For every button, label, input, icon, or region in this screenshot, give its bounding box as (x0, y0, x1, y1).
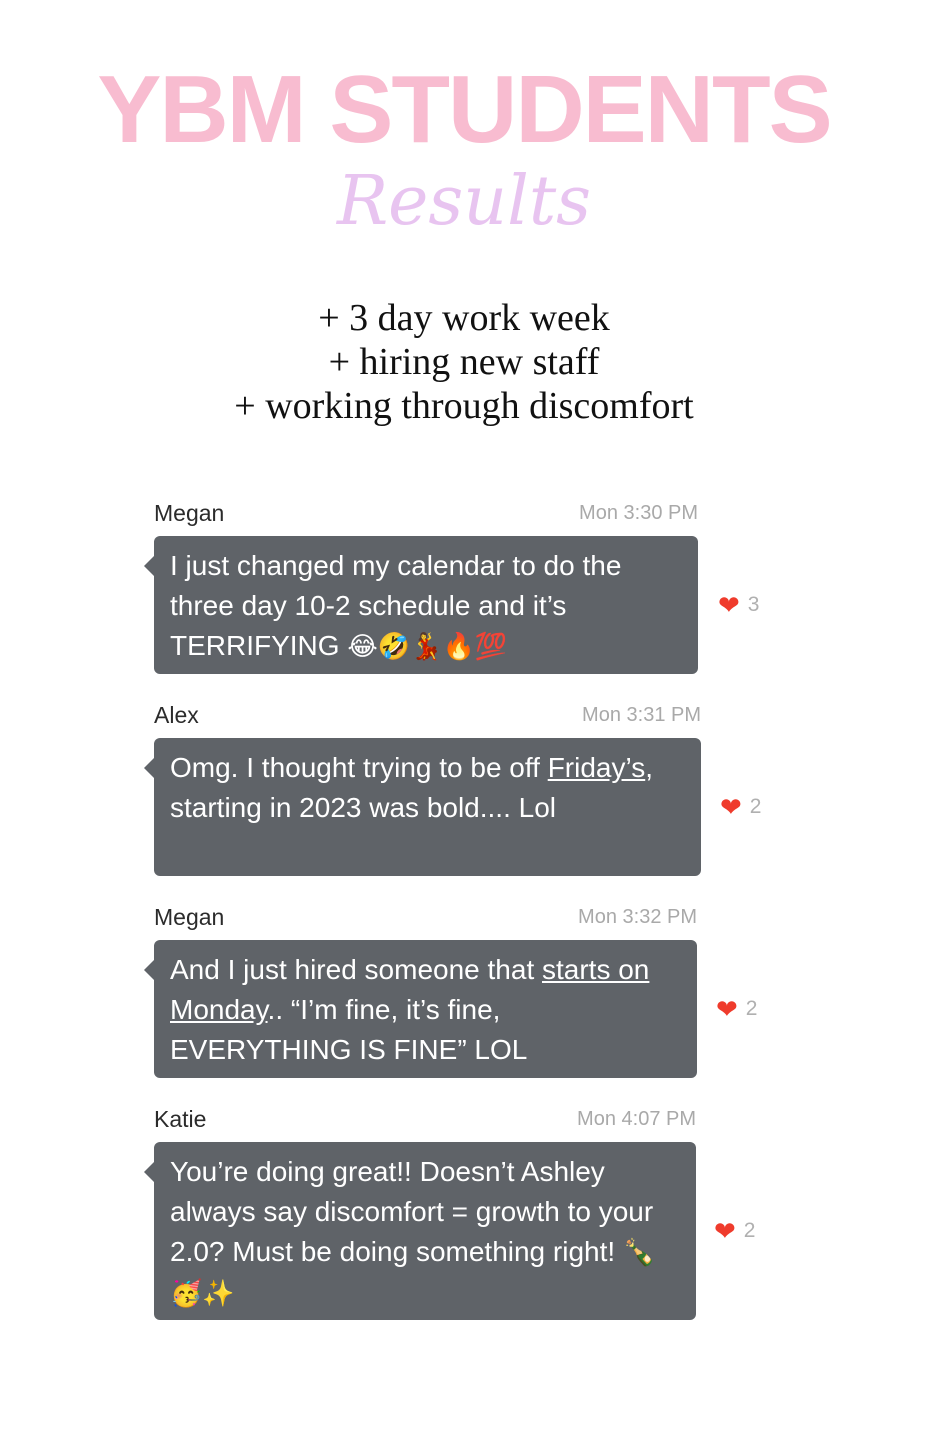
message-time: Mon 3:31 PM (582, 704, 701, 726)
message-text: And I just hired someone that (170, 954, 542, 985)
results-list (0, 296, 928, 428)
heart-icon: ❤ (716, 994, 738, 1024)
message-text: , starting in 2023 was bold.... Lol (170, 752, 653, 823)
message-bubble[interactable] (154, 536, 698, 674)
sender-name: Alex (154, 702, 199, 728)
chat-message (154, 904, 697, 1078)
message-link[interactable]: starts on Monday (170, 954, 650, 1025)
chat-message (154, 500, 698, 674)
sender-name: Katie (154, 1106, 207, 1132)
like-count-value: 2 (749, 795, 762, 818)
message-text: Omg. I thought trying to be off (170, 752, 548, 783)
message-time: Mon 4:07 PM (577, 1108, 696, 1130)
like-count-value: 2 (745, 997, 758, 1020)
message-bubble[interactable] (154, 1142, 696, 1320)
chat-message (154, 1106, 696, 1320)
result-item: + hiring new staff (328, 341, 600, 383)
emoji-icons: 😂🤣💃🔥💯 (347, 632, 508, 662)
message-text: I just changed my calendar to do the three day 10-2 schedule and it’s TERRIFYING (170, 550, 622, 661)
like-count[interactable] (718, 592, 759, 618)
message-header (154, 1106, 696, 1142)
like-count[interactable] (720, 794, 761, 820)
message-bubble[interactable] (154, 940, 697, 1078)
message-header (154, 500, 698, 536)
sender-name: Megan (154, 500, 225, 526)
message-bubble[interactable] (154, 738, 701, 876)
chat-message (154, 702, 701, 876)
message-link[interactable]: Friday’s (547, 752, 646, 783)
page-title: YBM STUDENTS (97, 56, 831, 163)
message-time: Mon 3:32 PM (578, 906, 697, 928)
like-count[interactable] (714, 1218, 755, 1244)
heart-icon: ❤ (720, 792, 742, 822)
result-item: + working through discomfort (234, 385, 694, 427)
message-text: You’re doing great!! Doesn’t Ashley always say discomfort = growth to your 2.0? Must be doing something right! (170, 1156, 654, 1267)
emoji-icons: 🍾🥳✨ (170, 1238, 656, 1309)
page-subtitle: Results (336, 162, 592, 241)
message-header (154, 702, 701, 738)
like-count[interactable] (716, 996, 757, 1022)
like-count-value: 2 (743, 1219, 756, 1242)
message-header (154, 904, 697, 940)
result-item: + 3 day work week (318, 297, 610, 339)
like-count-value: 3 (747, 593, 760, 616)
sender-name: Megan (154, 904, 225, 930)
heart-icon: ❤ (714, 1216, 736, 1246)
message-time: Mon 3:30 PM (579, 502, 698, 524)
message-text: .. “I’m fine, it’s fine, EVERYTHING IS FINE” LOL (170, 994, 528, 1065)
heart-icon: ❤ (718, 590, 740, 620)
